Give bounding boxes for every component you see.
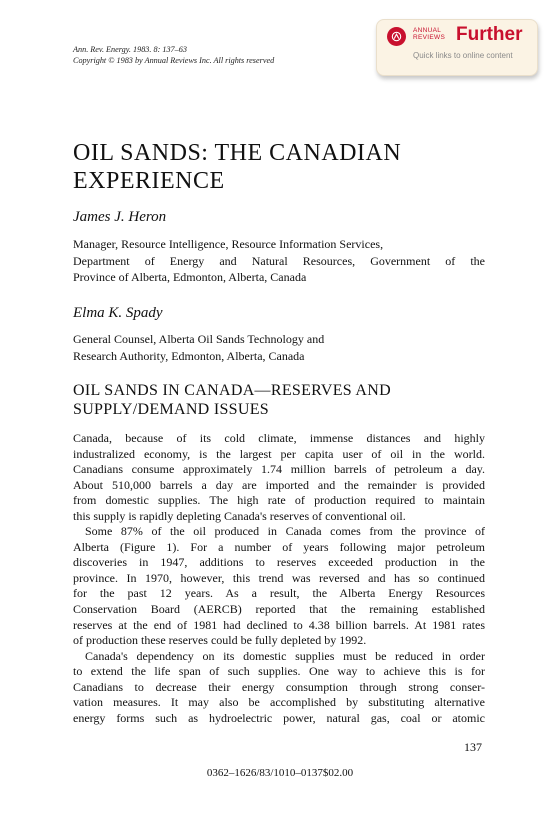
affiliation-line: Department of Energy and Natural Resources, Government of the — [73, 253, 485, 268]
body-line: Canadians to decrease their energy consumption through strong conser- — [73, 679, 485, 694]
section-heading — [73, 381, 493, 419]
body-line: reserves at the end of 1981 had declined to 4.38 billion barrels. At 1981 rates — [73, 617, 485, 632]
body-line: Alberta (Figure 1). For a number of years following major petroleum — [73, 539, 485, 554]
annual-reviews-brand — [413, 27, 445, 41]
journal-citation — [73, 44, 274, 66]
affiliation-line: Research Authority, Edmonton, Alberta, Canada — [73, 348, 305, 363]
body-line: About 510,000 barrels a day are imported and the remainder is provided — [73, 477, 485, 492]
body-line: vation measures. It may also be accomplished by substituting alternative — [73, 695, 485, 710]
brand-line: ANNUAL — [413, 27, 442, 34]
further-wordmark: Further — [456, 24, 523, 45]
body-line: Some 87% of the oil produced in Canada comes from the province of — [85, 524, 485, 539]
further-tagline[interactable]: Quick links to online content — [413, 51, 513, 60]
brand-line: REVIEWS — [413, 34, 446, 41]
body-line: province. In 1970, however, this trend was reversed and has so continued — [73, 570, 485, 585]
body-line: to extend the life span of such supplies. One way to achieve this is for — [73, 664, 485, 679]
body-line: this supply is rapidly depleting Canada's reserves of conventional oil. — [73, 508, 406, 523]
further-links-badge[interactable] — [376, 19, 538, 76]
title-line: EXPERIENCE — [73, 168, 225, 194]
article-title — [73, 139, 493, 195]
body-line: energy forms such as hydroelectric power, natural gas, coal or atomic — [73, 710, 485, 725]
affiliation-line: Province of Alberta, Edmonton, Alberta, Canada — [73, 270, 307, 284]
author-affiliation — [73, 236, 485, 286]
logo-mark-icon — [391, 31, 402, 42]
body-line: for the past 12 years. As a result, the Alberta Energy Resources — [73, 586, 485, 601]
body-line: Canada's dependency on its domestic supplies must be reduced in order — [85, 648, 485, 663]
author-affiliation — [73, 331, 485, 364]
affiliation-line: General Counsel, Alberta Oil Sands Technology and — [73, 332, 325, 346]
author-name: Elma K. Spady — [73, 305, 163, 321]
body-line: industralized economy, is the largest per capita user of oil in the world. — [73, 446, 485, 461]
page-number: 137 — [464, 740, 482, 754]
body-line: of production these reserves could be fully depleted by 1992. — [73, 633, 367, 648]
body-line: Canadians consume approximately 1.74 million barrels of petroleum a day. — [73, 462, 485, 477]
author-name: James J. Heron — [73, 209, 167, 225]
body-line: Conservation Board (AERCB) reported that the remaining established — [73, 602, 485, 617]
affiliation-line: Manager, Resource Intelligence, Resource Information Services, — [73, 237, 384, 251]
body-line: from domestic supplies. The high rate of production required to maintain — [73, 493, 485, 508]
title-line: OIL SANDS: THE CANADIAN — [73, 140, 402, 166]
copyright-line: Copyright © 1983 by Annual Reviews Inc. All rights reserved — [73, 56, 275, 65]
section-heading-line: SUPPLY/DEMAND ISSUES — [73, 401, 269, 418]
article-code: 0362–1626/83/1010–0137$02.00 — [206, 767, 354, 779]
annual-reviews-logo-icon — [387, 27, 406, 46]
body-line: Canada, because of its cold climate, immense distances and highly — [73, 431, 485, 445]
section-heading-line: OIL SANDS IN CANADA—RESERVES AND — [73, 382, 391, 399]
body-text — [73, 431, 485, 726]
body-line: discoveries in 1947, additions to reserves exceeded production in the — [73, 555, 485, 570]
journal-citation-line: Ann. Rev. Energy. 1983. 8: 137–63 — [73, 45, 187, 54]
